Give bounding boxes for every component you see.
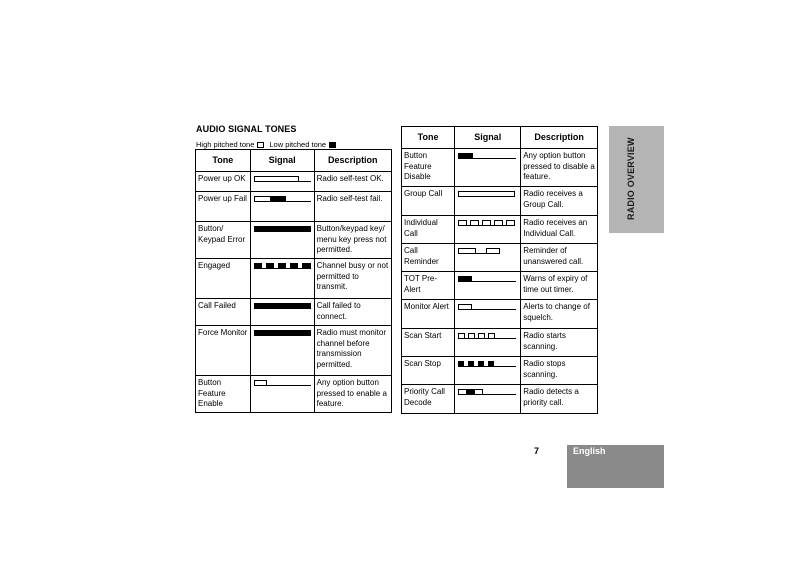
call-reminder-signal-icon	[458, 247, 518, 255]
signal-cell	[250, 299, 314, 326]
header-signal: Signal	[250, 150, 314, 172]
tone-name: Button Feature Disable	[402, 149, 455, 187]
individual-call-signal-icon	[458, 219, 518, 227]
header-tone: Tone	[196, 150, 251, 172]
tone-description: Radio self-test fail.	[314, 192, 391, 222]
table-row	[402, 357, 598, 385]
signal-cell	[455, 385, 521, 414]
tone-name: Engaged	[196, 259, 251, 299]
table-row	[196, 172, 392, 192]
header-description: Description	[521, 127, 598, 149]
force-monitor-signal-icon	[254, 329, 312, 337]
table-row	[402, 244, 598, 272]
legend-low-label: Low pitched tone	[269, 140, 327, 149]
tone-description: Radio detects a priority call.	[521, 385, 598, 414]
signal-cell	[250, 259, 314, 299]
table-row	[196, 192, 392, 222]
page-number: 7	[534, 446, 540, 456]
tone-name: Group Call	[402, 187, 455, 216]
tone-description: Warns of expiry of time out timer.	[521, 272, 598, 300]
header-tone: Tone	[402, 127, 455, 149]
group-call-signal-icon	[458, 190, 518, 198]
header-description: Description	[314, 150, 391, 172]
feature-disable-signal-icon	[458, 152, 518, 160]
signal-cell	[250, 326, 314, 376]
priority-call-signal-icon	[458, 388, 518, 396]
table-header	[402, 127, 598, 149]
section-title: AUDIO SIGNAL TONES	[196, 124, 297, 134]
tone-description: Radio starts scanning.	[521, 329, 598, 357]
keypad-error-signal-icon	[254, 225, 312, 233]
tone-name: Call Reminder	[402, 244, 455, 272]
legend-high-label: High pitched tone	[196, 140, 255, 149]
tone-description: Any option button pressed to disable a feature.	[521, 149, 598, 187]
tone-description: Radio receives a Group Call.	[521, 187, 598, 216]
tone-name: TOT Pre-Alert	[402, 272, 455, 300]
tone-description: Button/keypad key/ menu key press not permitted.	[314, 222, 391, 259]
monitor-alert-signal-icon	[458, 303, 518, 311]
tone-name: Individual Call	[402, 216, 455, 244]
table-row	[402, 300, 598, 329]
table-row	[402, 272, 598, 300]
scan-stop-signal-icon	[458, 360, 518, 368]
tone-description: Alerts to change of squelch.	[521, 300, 598, 329]
power-up-ok-signal-icon	[254, 175, 312, 183]
table-row	[402, 149, 598, 187]
tones-table-right	[401, 126, 598, 414]
engaged-signal-icon	[254, 262, 312, 270]
signal-cell	[250, 192, 314, 222]
side-tab-label: RADIO OVERVIEW	[626, 137, 636, 221]
signal-cell	[455, 216, 521, 244]
feature-enable-signal-icon	[254, 379, 312, 387]
tone-description: Channel busy or not permitted to transmit.	[314, 259, 391, 299]
call-failed-signal-icon	[254, 302, 312, 310]
signal-cell	[455, 244, 521, 272]
signal-cell	[455, 149, 521, 187]
signal-cell	[250, 376, 314, 413]
tone-name: Button Feature Enable	[196, 376, 251, 413]
tone-description: Radio self-test OK.	[314, 172, 391, 192]
tone-name: Scan Stop	[402, 357, 455, 385]
signal-cell	[455, 187, 521, 216]
tone-name: Monitor Alert	[402, 300, 455, 329]
table-row	[402, 216, 598, 244]
tone-name: Priority Call Decode	[402, 385, 455, 414]
tone-description: Any option button pressed to enable a feature.	[314, 376, 391, 413]
tone-legend	[196, 140, 341, 149]
language-tab	[567, 445, 664, 488]
tones-table-left	[195, 149, 392, 413]
low-tone-icon	[329, 142, 336, 148]
signal-cell	[455, 329, 521, 357]
tone-description: Radio must monitor channel before transmission permitted.	[314, 326, 391, 376]
high-tone-icon	[257, 142, 264, 148]
tone-name: Force Monitor	[196, 326, 251, 376]
signal-cell	[455, 300, 521, 329]
scan-start-signal-icon	[458, 332, 518, 340]
tone-name: Call Failed	[196, 299, 251, 326]
tone-name: Power up Fail	[196, 192, 251, 222]
table-row	[402, 329, 598, 357]
language-label: English	[573, 446, 606, 456]
table-row	[196, 299, 392, 326]
tone-description: Radio stops scanning.	[521, 357, 598, 385]
table-row	[402, 187, 598, 216]
tone-name: Button/ Keypad Error	[196, 222, 251, 259]
tone-name: Power up OK	[196, 172, 251, 192]
tone-name: Scan Start	[402, 329, 455, 357]
table-row	[196, 222, 392, 259]
signal-cell	[455, 357, 521, 385]
power-up-fail-signal-icon	[254, 195, 312, 203]
table-row	[196, 326, 392, 376]
header-signal: Signal	[455, 127, 521, 149]
signal-cell	[455, 272, 521, 300]
tone-description: Call failed to connect.	[314, 299, 391, 326]
signal-cell	[250, 172, 314, 192]
table-header	[196, 150, 392, 172]
table-row	[402, 385, 598, 414]
tone-description: Radio receives an Individual Call.	[521, 216, 598, 244]
tot-prealert-signal-icon	[458, 275, 518, 283]
table-row	[196, 376, 392, 413]
tone-description: Reminder of unanswered call.	[521, 244, 598, 272]
signal-cell	[250, 222, 314, 259]
table-row	[196, 259, 392, 299]
section-side-tab	[609, 126, 664, 233]
